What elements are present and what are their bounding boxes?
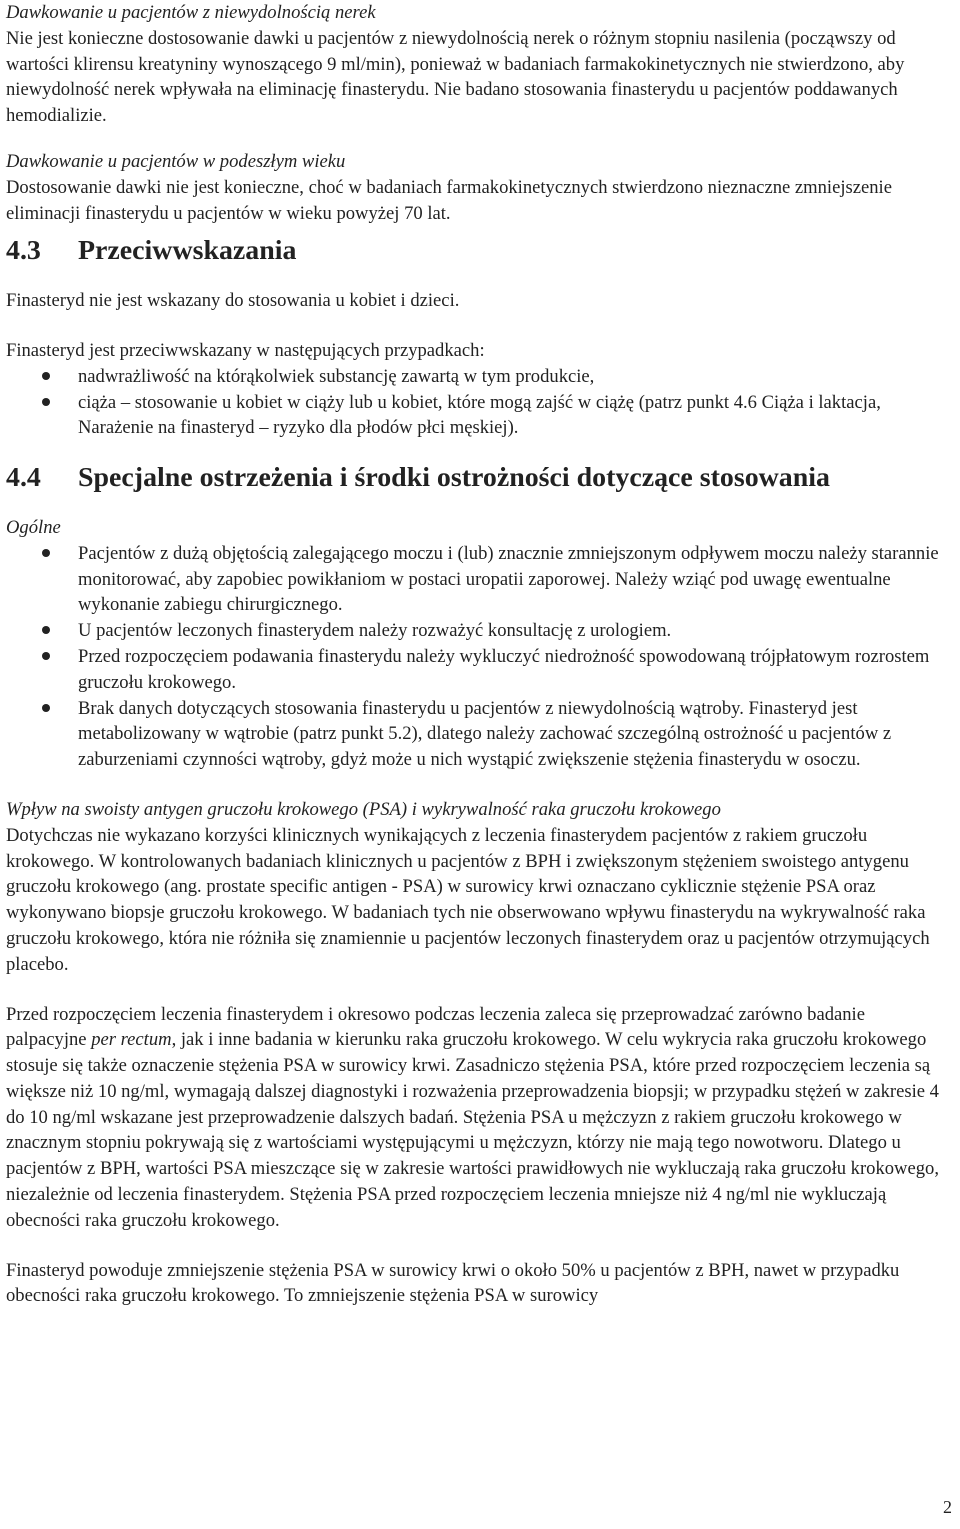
psa-subtitle: Wpływ na swoisty antygen gruczołu krokowego (PSA) i wykrywalność raka gruczołu krokowego [6,798,721,820]
section-number: 4.4 [6,462,41,494]
contraindication-note: Finasteryd nie jest wskazany do stosowania u kobiet i dzieci. [6,290,460,312]
page-number: 2 [943,1497,952,1517]
psa-paragraph-1: Dotychczas nie wykazano korzyści klinicznych wynikających z leczenia finasterydem pacjentów z rakiem gruczołu krokowego. W kontrolowanych badaniach klinicznych u pacjentów z BPH i zwiększonym stężeniem swoistego antygenu gruczołu krokowego (ang. prostate specific antigen - PSA) w surowicy krwi oznaczano cyklicznie stężenie PSA oraz wykonywano biopsje gruczołu krokowego. W badaniach tych nie obserwowano wpływu finasterydu na wykrywalność raka gruczołu krokowego, która nie różniła się znamiennie u pacjentów leczonych finasterydem oraz u pacjentów otrzymujących placebo. [6,824,930,975]
document-page [6,0,940,1309]
list-item: Brak danych dotyczących stosowania finasterydu u pacjentów z niewydolnością wątroby. Finasteryd jest metabolizowany w wątrobie (patrz punkt 5.2), dlatego należy zachować szczególną ostrożność u pacjentów z zaburzeniami czynności wątroby, gdyż może u nich wystąpić zwiększenie stężenia finasterydu w osoczu. [6,696,940,773]
psa-paragraph-3: Finasteryd powoduje zmniejszenie stężenia PSA w surowicy krwi o około 50% u pacjentów z BPH, nawet w przypadku obecności raka gruczołu krokowego. To zmniejszenie stężenia PSA w surowicy [6,1259,900,1307]
list-item: U pacjentów leczonych finasterydem należy rozważyć konsultację z urologiem. [6,618,940,644]
psa-paragraph-2 [6,1002,940,1234]
psa-paragraph-2-part-b: , jak i inne badania w kierunku raka gruczołu krokowego. W celu wykrycia raka gruczołu krokowego stosuje się także oznaczenie stężenia PSA w surowicy krwi. Zasadniczo stężenia PSA, które przed rozpoczęciem leczenia są większe niż 10 ng/ml, wymagają dalszej diagnostyki i rozważenia przeprowadzenia biopsji; w przypadku stężeń w zakresie 4 do 10 ng/ml wskazane jest przeprowadzenie dalszych badań. Stężenia PSA u mężczyzn z rakiem gruczołu krokowego w znacznym stopniu pokrywają się z wartościami występującymi u mężczyzn, którzy nie mają tego nowotworu. Dlatego u pacjentów z BPH, wartości PSA mieszczące się w zakresie wartości prawidłowych nie wykluczają raka gruczołu krokowego, niezależnie od leczenia finasterydem. Stężenia PSA przed rozpoczęciem leczenia mniejsze niż 4 ng/ml nie wykluczają obecności raka gruczołu krokowego. [6,1029,939,1231]
section-heading-contraindications [6,235,940,267]
contraindication-intro: Finasteryd jest przeciwwskazany w następujących przypadkach: [6,339,485,361]
renal-dosing-subtitle: Dawkowanie u pacjentów z niewydolnością nerek [6,2,376,23]
psa-paragraph-2-part-a: Przed rozpoczęciem leczenia finasterydem i okresowo podczas leczenia zaleca się przeprowadzać zarówno badanie palpacyjne [6,1003,865,1051]
elderly-dosing-text: Dostosowanie dawki nie jest konieczne, choć w badaniach farmakokinetycznych stwierdzono nieznaczne zmniejszenie eliminacji finasterydu u pacjentów w wieku powyżej 70 lat. [6,176,892,224]
section-number: 4.3 [6,235,41,267]
section-title: Przeciwwskazania [78,235,297,267]
per-rectum-term: per rectum [91,1029,172,1051]
section-title: Specjalne ostrzeżenia i środki ostrożności dotyczące stosowania [78,462,830,494]
general-warnings-list [6,541,940,773]
elderly-dosing-subtitle: Dawkowanie u pacjentów w podeszłym wieku [6,150,346,172]
contraindication-list [6,364,940,441]
list-item: ciąża – stosowanie u kobiet w ciąży lub u kobiet, które mogą zajść w ciążę (patrz punkt 4.6 Ciąża i laktacja, Narażenie na finasteryd – ryzyko dla płodów płci męskiej). [6,390,940,442]
general-subtitle: Ogólne [6,516,61,538]
list-item: nadwrażliwość na którąkolwiek substancję zawartą w tym produkcie, [6,364,940,390]
renal-dosing-text: Nie jest konieczne dostosowanie dawki u pacjentów z niewydolnością nerek o różnym stopniu nasilenia (począwszy od wartości klirensu kreatyniny wynoszącego 9 ml/min), ponieważ w badaniach farmakokinetycznych nie stwierdzono, aby niewydolność nerek wpływała na eliminację finasterydu. Nie badano stosowania finasterydu u pacjentów poddawanych hemodializie. [6,27,905,127]
section-heading-warnings [6,462,940,494]
list-item: Pacjentów z dużą objętością zalegającego moczu i (lub) znacznie zmniejszonym odpływem moczu należy starannie monitorować, aby zapobiec powikłaniom w postaci uropatii zaporowej. Należy wziąć pod uwagę ewentualne wykonanie zabiegu chirurgicznego. [6,541,940,618]
list-item: Przed rozpoczęciem podawania finasterydu należy wykluczyć niedrożność spowodowaną trójpłatowym rozrostem gruczołu krokowego. [6,644,940,696]
